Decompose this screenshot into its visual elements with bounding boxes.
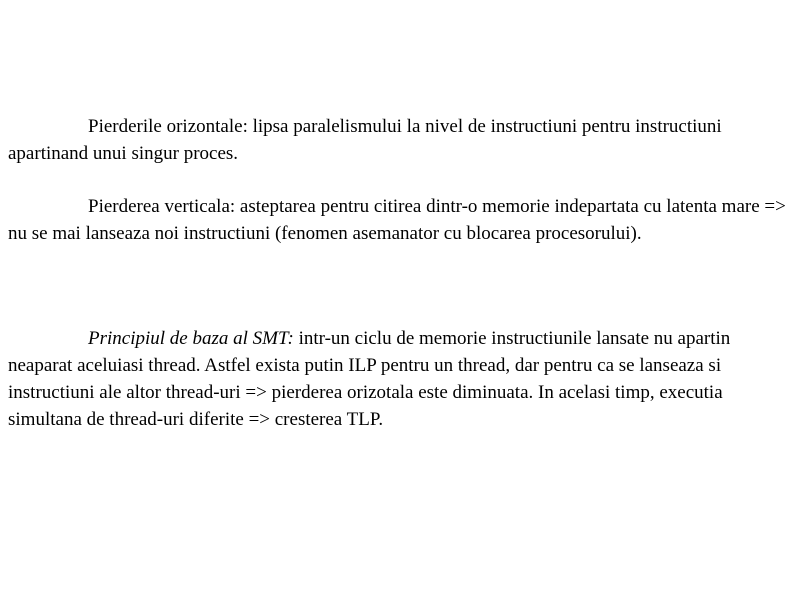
smt-principle-body: intr-un ciclu de memorie instructiunile lansate nu apartin neaparat aceluiasi thread. Astfel exista putin ILP pentru un thread, dar pentru ca se lanseaza si instructiuni ale altor thread-uri => pierderea orizotala este diminuata. In acelasi timp, executia simultana de thread-uri diferite => cresterea TLP.	[8, 328, 731, 430]
paragraph-vertical-loss: Pierderea verticala: asteptarea pentru citirea dintr-o memorie indepartata cu latenta mare => nu se mai lanseaza noi instructiuni (fenomen asemanator cu blocarea procesorului).	[8, 196, 786, 244]
smt-principle-lead: Principiul de baza al SMT:	[88, 328, 294, 349]
paragraph-horizontal-losses: Pierderile orizontale: lipsa paralelismului la nivel de instructiuni pentru instructiuni apartinand unui singur proces.	[8, 116, 722, 164]
paragraph-smt-principle	[8, 325, 792, 433]
